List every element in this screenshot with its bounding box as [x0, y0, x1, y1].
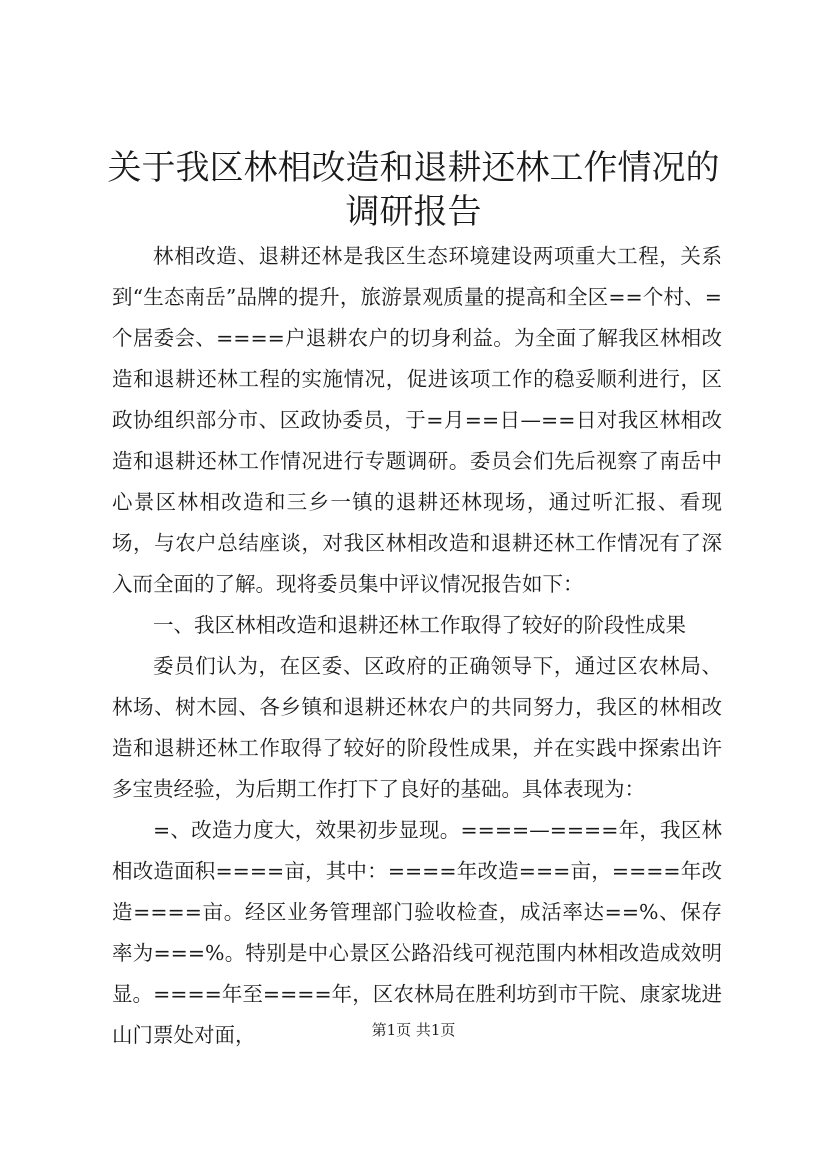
- section-heading-1: 一、我区林相改造和退耕还林工作取得了较好的阶段性成果: [153, 613, 686, 637]
- paragraph-intro: 林相改造、退耕还林是我区生态环境建设两项重大工程，关系到“生态南岳”品牌的提升，旅游景观质量的提高和全区==个村、=个居委会、====户退耕农户的切身利益。为全面了解我区林相改造和退耕还林工程的实施情况，促进该项工作的稳妥顺利进行，区政协组织部分市、区政协委员，于=月==日—==日对我区林相改造和退耕还林工作情况进行专题调研。委员会们先后视察了南岳中心景区林相改造和三乡一镇的退耕还林现场，通过听汇报、看现场，与农户总结座谈，对我区林相改造和退耕还林工作情况有了深入而全面的了解。现将委员集中评议情况报告如下：: [112, 244, 722, 596]
- document-title: 关于我区林相改造和退耕还林工作情况的调研报告: [107, 148, 720, 232]
- paragraph-point-1: =、改造力度大，效果初步显现。====—====年，我区林相改造面积====亩，其中：====年改造===亩，====年改造====亩。经区业务管理部门验收检查，成活率达==%、保存率为===%。特别是中心景区公路沿线可视范围内林相改造成效明显。====年至====年，区农林局在胜利坊到市干院、康家垅进山门票处对面，: [112, 818, 722, 1047]
- paragraph-committee-view: 委员们认为，在区委、区政府的正确领导下，通过区农林局、林场、树木园、各乡镇和退耕还林农户的共同努力，我区的林相改造和退耕还林工作取得了较好的阶段性成果，并在实践中探索出许多宝贵经验，为后期工作打下了良好的基础。具体表现为：: [112, 654, 722, 801]
- document-body: [112, 236, 722, 1056]
- page-footer: 第1页 共1页: [371, 1021, 456, 1039]
